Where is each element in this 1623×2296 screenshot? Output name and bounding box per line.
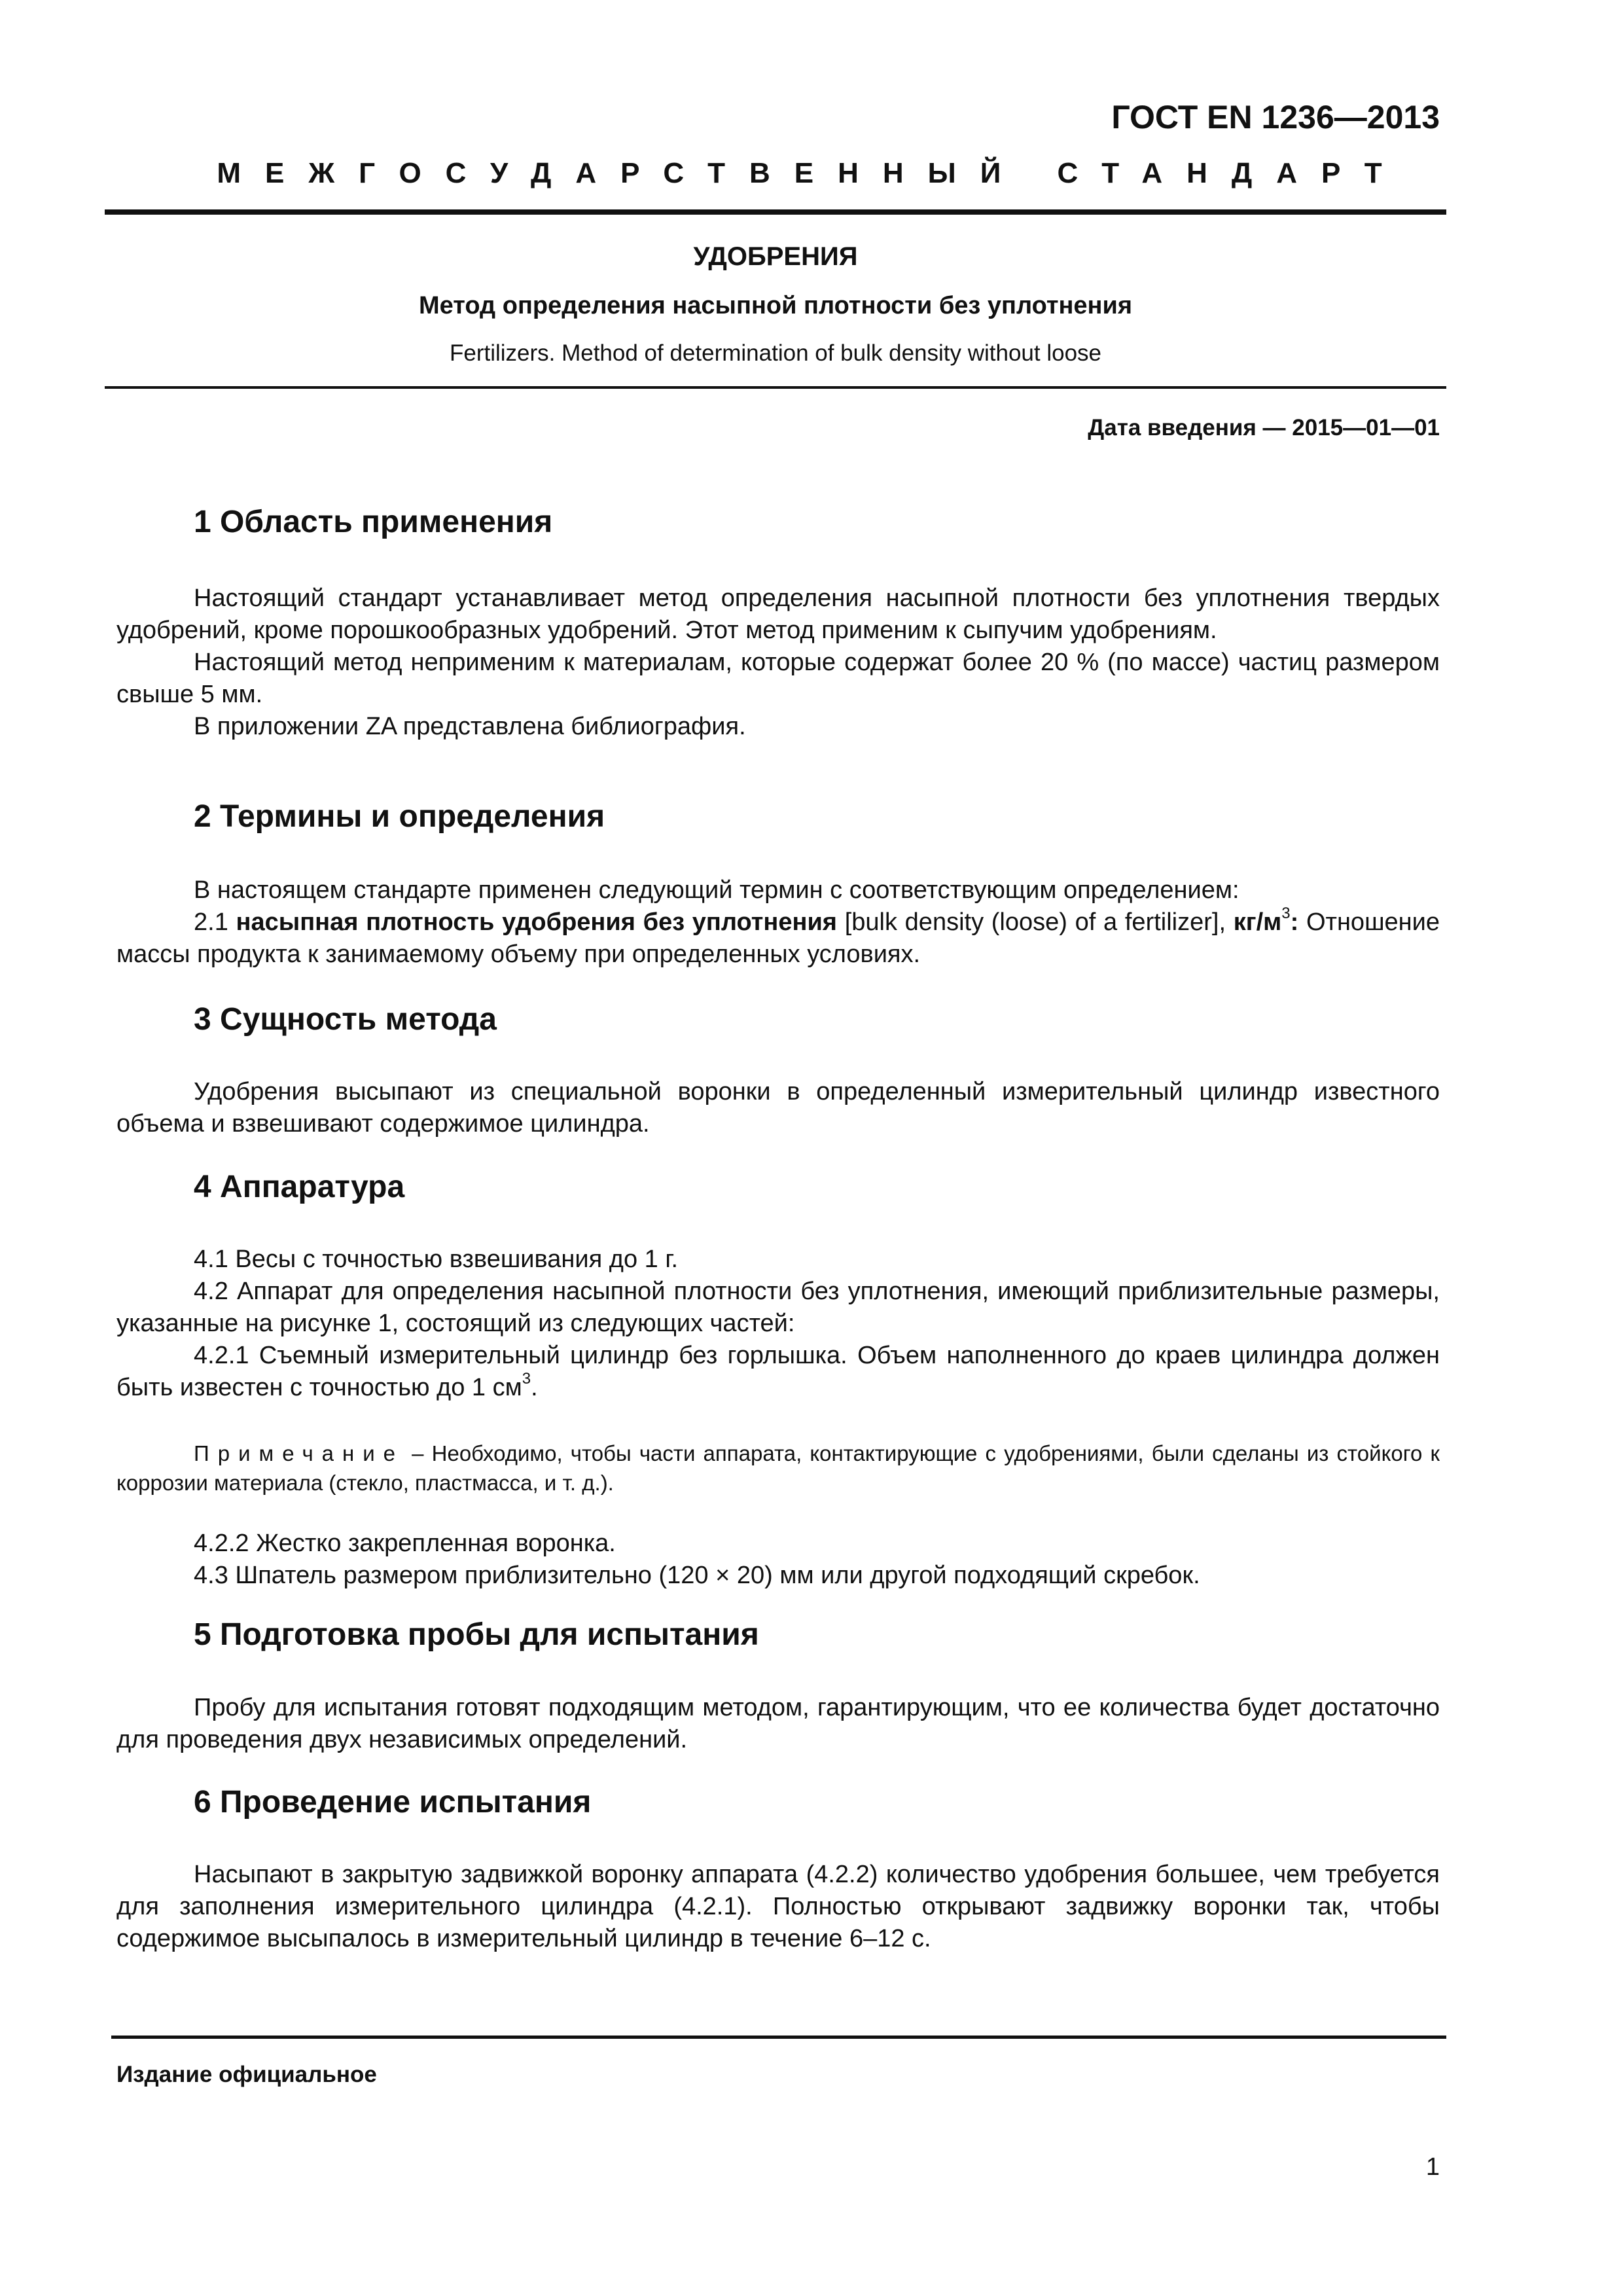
term-number: 2.1 — [194, 908, 228, 936]
section-6-paragraph: Насыпают в закрытую задвижкой воронку аппарата (4.2.2) количество удобрения большее, чем требуется для заполнения измерительного цилиндра (4.2.1). Полностью открывают задвижку воронки так, чтобы содержимое высыпалось в измерительный цилиндр в течение 6–12 с. — [116, 1861, 1440, 1952]
standard-type: МЕЖГОСУДАРСТВЕННЫЙ СТАНДАРТ — [217, 157, 1406, 189]
section-1-body — [116, 583, 1440, 743]
section-1-paragraph: В приложении ZA представлена библиография. — [194, 713, 746, 740]
section-4-paragraph: 4.3 Шпатель размером приблизительно (120 × 20) мм или другой подходящий скребок. — [194, 1562, 1200, 1589]
page-number: 1 — [1425, 2153, 1440, 2181]
section-4-paragraph-text: 4.2.1 Съемный измерительный цилиндр без горлышка. Объем наполненного до краев цилиндра должен быть известен с точностью до 1 см — [116, 1342, 1440, 1401]
term-definition — [116, 906, 1440, 971]
introduction-date: Дата введения — 2015—01—01 — [1088, 415, 1440, 440]
note-paragraph — [116, 1439, 1440, 1498]
standard-number: ГОСТ EN 1236—2013 — [1111, 99, 1440, 135]
term-english: [bulk density (loose) of a fertilizer], — [844, 908, 1226, 936]
section-4-paragraph: 4.2.2 Жестко закрепленная воронка. — [194, 1530, 616, 1557]
paragraph-end: . — [531, 1374, 538, 1401]
section-6-body — [116, 1859, 1440, 1955]
term-name: насыпная плотность удобрения без уплотнения — [236, 908, 837, 936]
section-2-paragraph: В настоящем стандарте применен следующий термин с соответствующим определением: — [194, 876, 1240, 904]
document-title: УДОБРЕНИЯ — [693, 242, 858, 271]
english-title: Fertilizers. Method of determination of bulk density without loose — [449, 340, 1102, 366]
footer-rule — [111, 2036, 1446, 2039]
section-4-body-continued — [116, 1528, 1440, 1592]
section-4-heading: 4 Аппаратура — [194, 1170, 405, 1204]
section-5-body — [116, 1692, 1440, 1756]
section-4-paragraph: 4.2 Аппарат для определения насыпной плотности без уплотнения, имеющий приблизительные размеры, указанные на рисунке 1, состоящий из следующих частей: — [116, 1278, 1440, 1337]
note-text: – Необходимо, чтобы части аппарата, контактирующие с удобрениями, были сделаны из стойкого к коррозии материала (стекло, пластмасса, и т. д.). — [116, 1441, 1440, 1495]
term-unit-superscript: 3 — [1281, 905, 1291, 922]
edition-label: Издание официальное — [116, 2062, 377, 2087]
section-3-heading: 3 Сущность метода — [194, 1002, 497, 1037]
section-2-heading: 2 Термины и определения — [194, 799, 605, 834]
term-definition-text: Отношение массы продукта к занимаемому объему при определенных условиях. — [116, 908, 1440, 968]
title-rule — [105, 386, 1446, 389]
section-2-body — [116, 874, 1440, 971]
top-rule — [105, 209, 1446, 215]
section-1-paragraph: Настоящий стандарт устанавливает метод определения насыпной плотности без уплотнения твердых удобрений, кроме порошкообразных удобрений. Этот метод применим к сыпучим удобрениям. — [116, 584, 1440, 644]
section-3-paragraph: Удобрения высыпают из специальной воронки в определенный измерительный цилиндр известного объема и взвешивают содержимое цилиндра. — [116, 1078, 1440, 1138]
section-4-body — [116, 1244, 1440, 1404]
section-6-heading: 6 Проведение испытания — [194, 1785, 592, 1820]
document-subtitle: Метод определения насыпной плотности без уплотнения — [418, 292, 1133, 319]
section-1-heading: 1 Область применения — [194, 505, 553, 539]
section-4-paragraph: 4.1 Весы с точностью взвешивания до 1 г. — [194, 1246, 679, 1273]
section-1-paragraph: Настоящий метод неприменим к материалам, которые содержат более 20 % (по массе) частиц размером свыше 5 мм. — [116, 649, 1440, 708]
term-unit: кг/м — [1233, 908, 1282, 936]
section-5-paragraph: Пробу для испытания готовят подходящим методом, гарантирующим, что ее количества будет достаточно для проведения двух независимых определений. — [116, 1694, 1440, 1753]
volume-unit-superscript: 3 — [522, 1370, 531, 1388]
section-3-body — [116, 1076, 1440, 1140]
note — [116, 1439, 1440, 1498]
section-4-paragraph — [116, 1340, 1440, 1404]
section-5-heading: 5 Подготовка пробы для испытания — [194, 1617, 759, 1652]
term-colon: : — [1290, 908, 1299, 936]
note-label: Примечание — [194, 1441, 404, 1465]
